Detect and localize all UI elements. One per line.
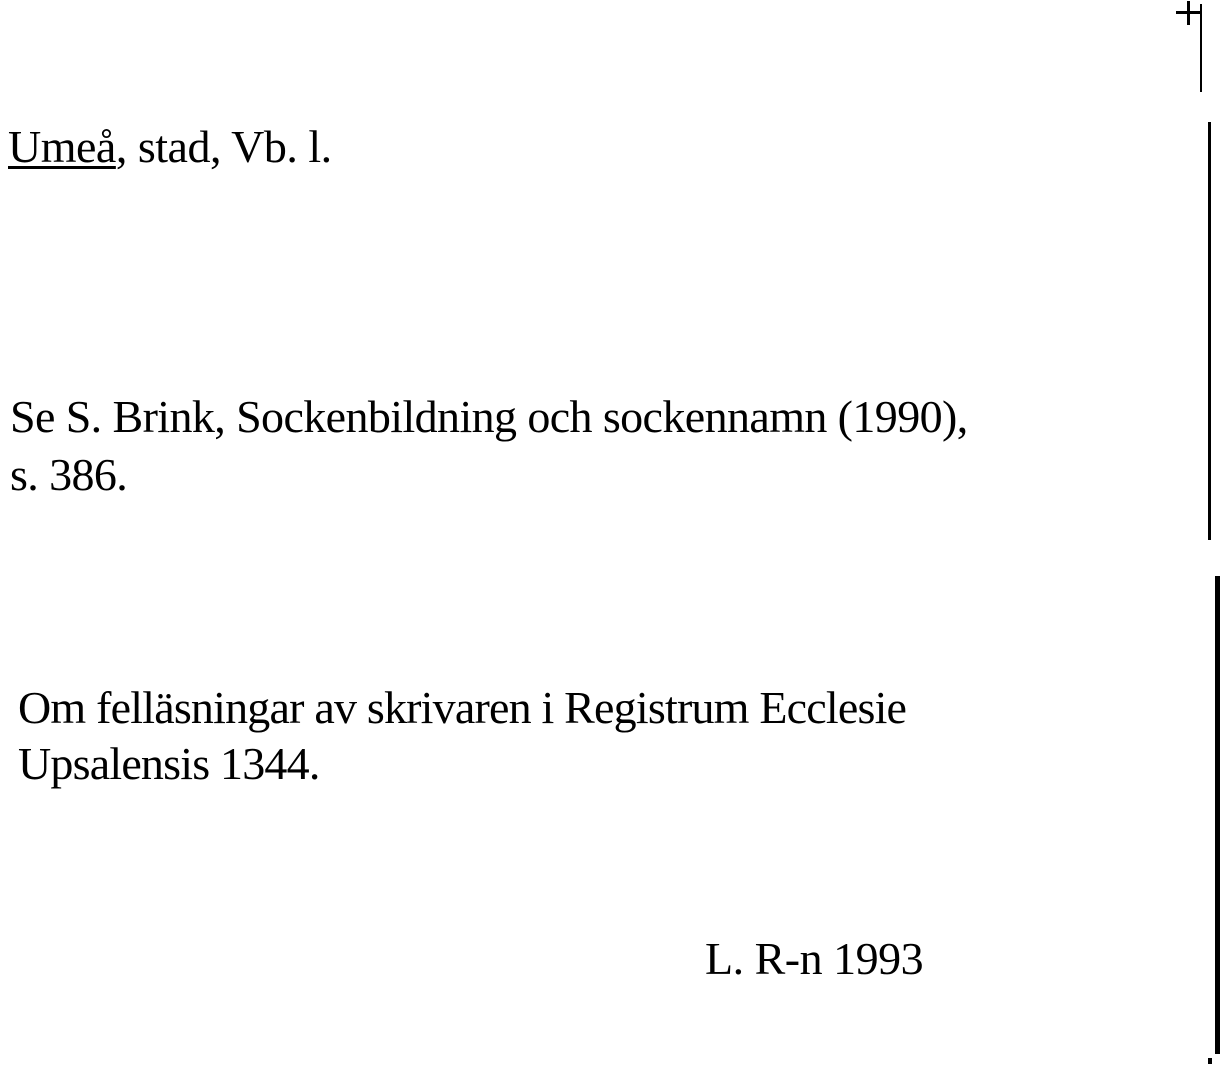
reference-line: Se S. Brink, Sockenbildning och sockennamn (1990), <box>10 391 968 442</box>
scan-edge-line <box>1200 4 1202 92</box>
reference-block <box>10 388 968 504</box>
note-line: Upsalensis 1344. <box>18 738 320 789</box>
place-name: Umeå <box>8 121 116 172</box>
scan-edge-line <box>1208 122 1211 540</box>
note-line: Om felläsningar av skrivaren i Registrum Ecclesie <box>18 682 907 733</box>
signature: L. R-n 1993 <box>705 933 924 984</box>
note-block <box>18 680 906 792</box>
scan-edge-line <box>1215 576 1220 1054</box>
place-classification: , stad, Vb. l. <box>115 121 332 172</box>
scan-speck <box>1208 1058 1212 1064</box>
reference-line: s. 386. <box>10 449 128 500</box>
card-heading <box>8 121 332 172</box>
registration-mark <box>1176 1 1200 25</box>
